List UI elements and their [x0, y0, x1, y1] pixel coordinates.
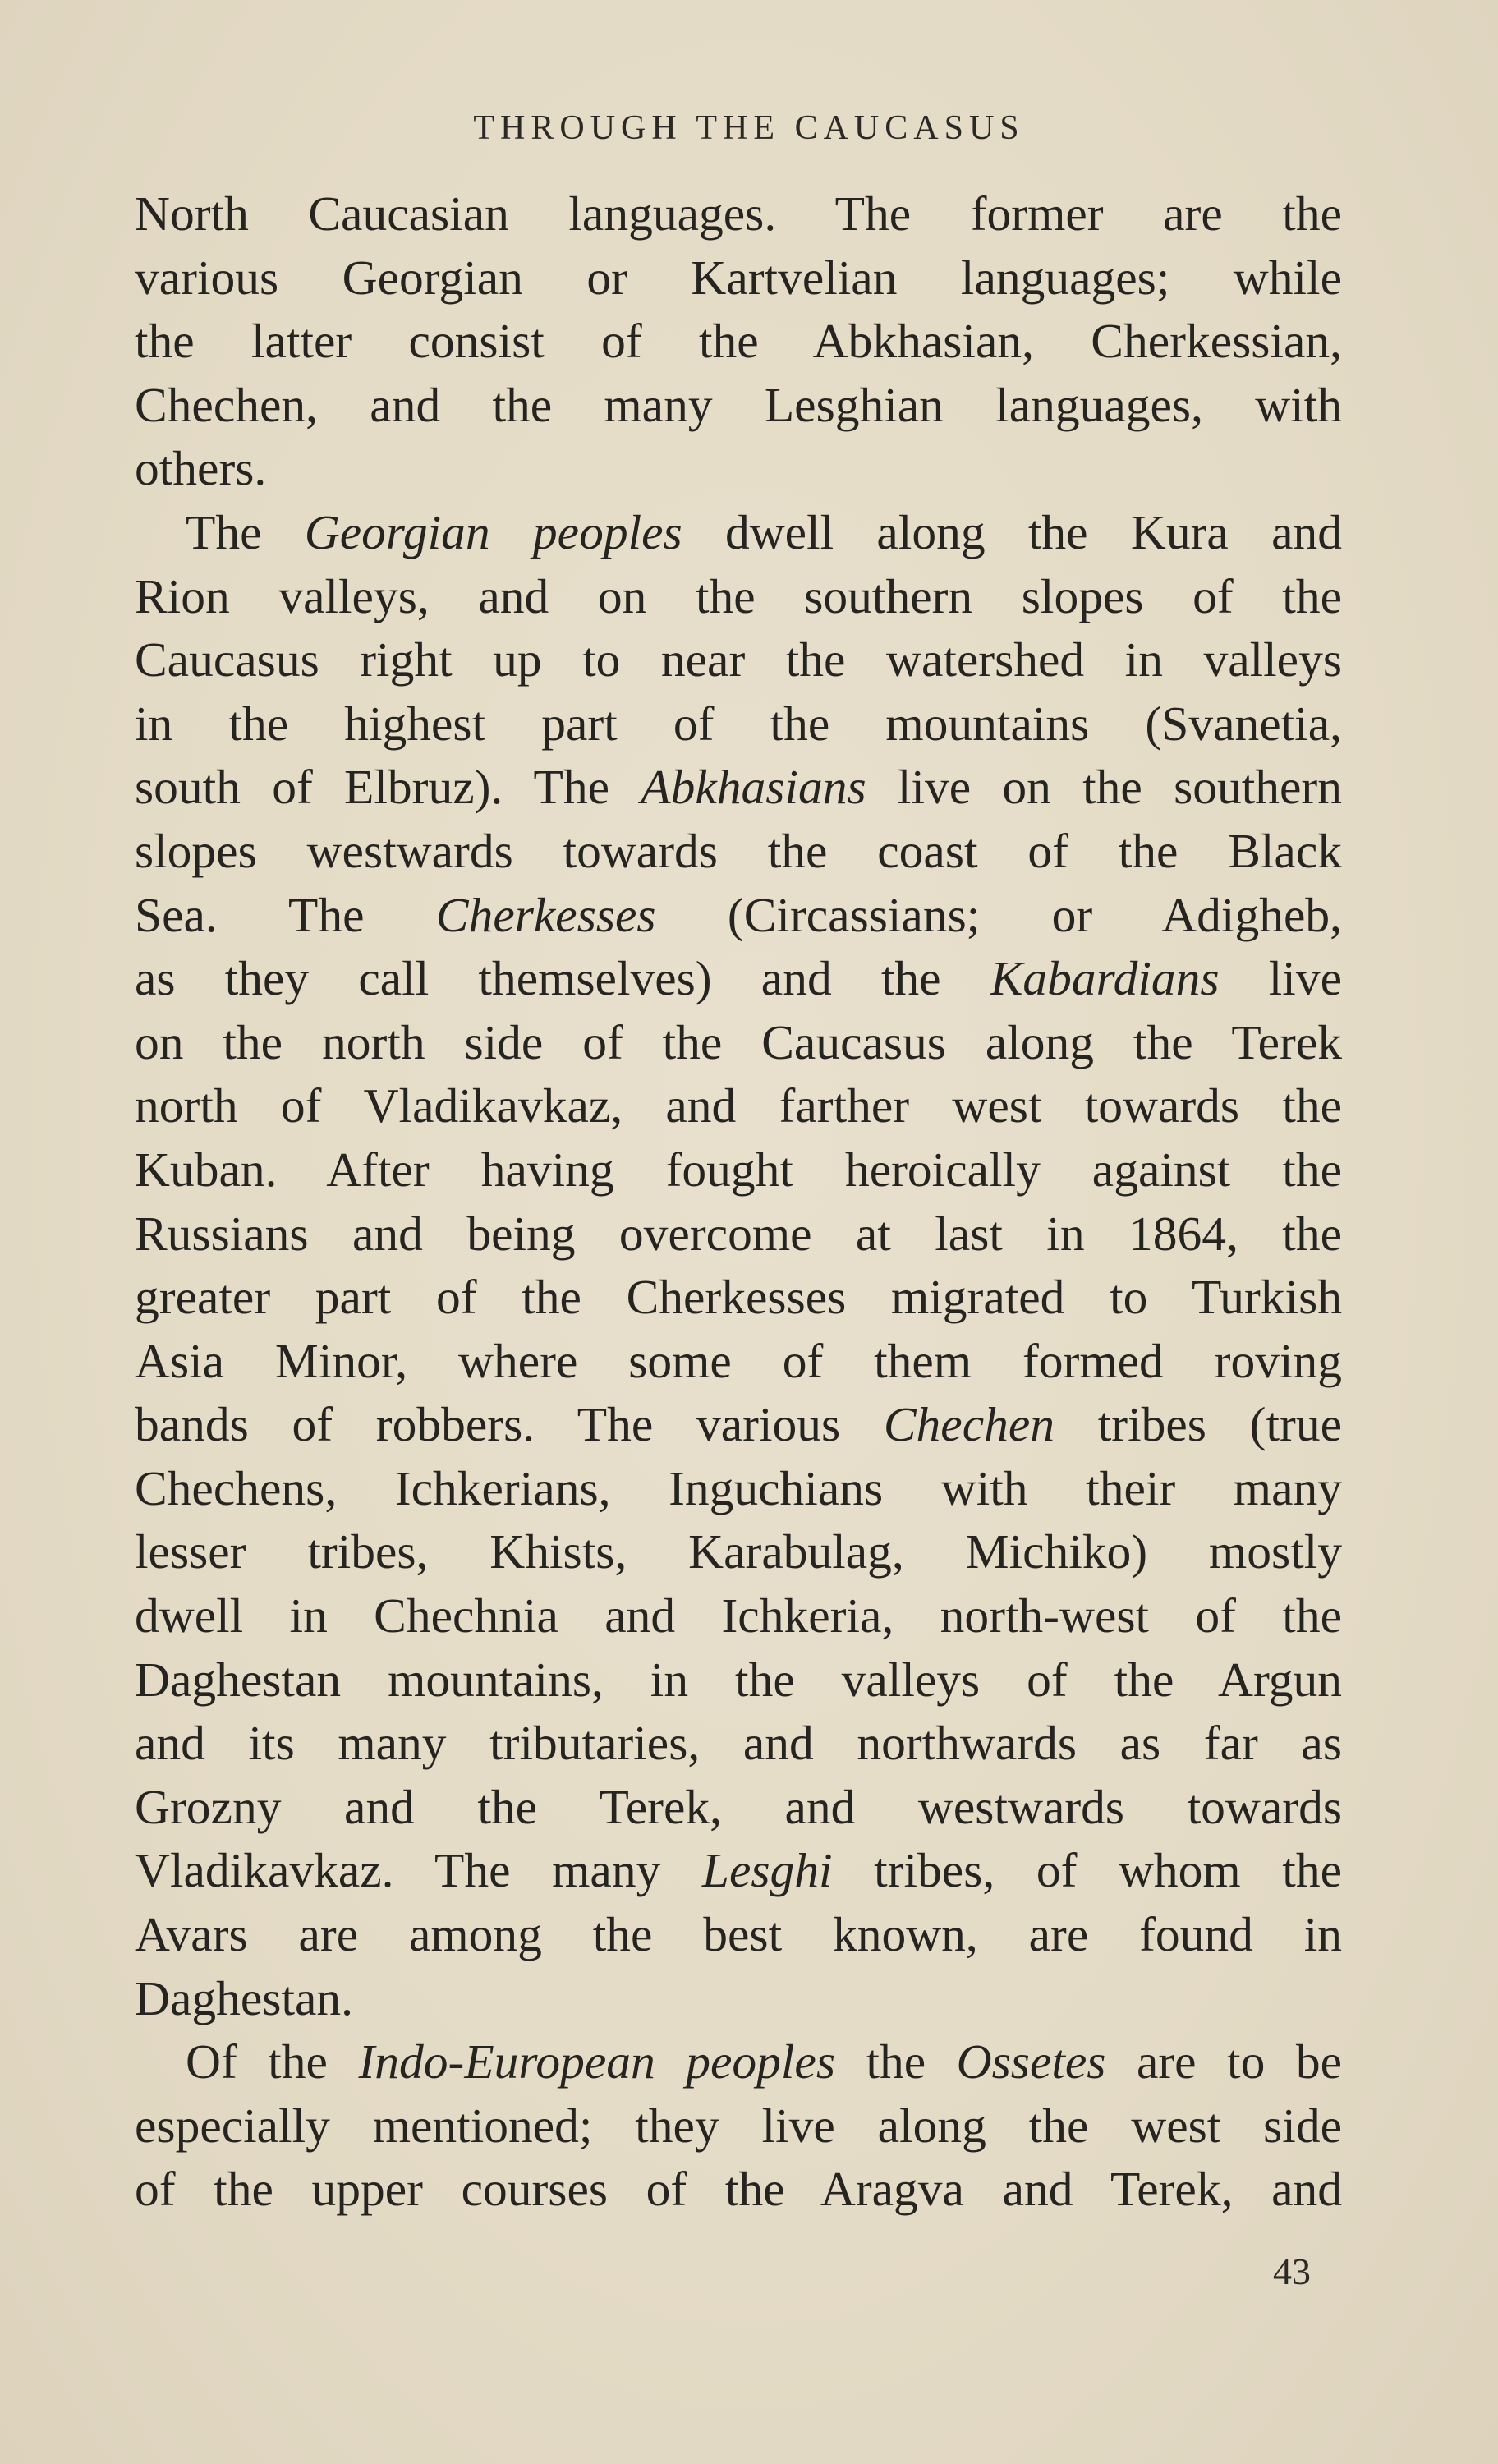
- running-head: THROUGH THE CAUCASUS: [473, 109, 1025, 147]
- text-line: [135, 1712, 1342, 1776]
- page-number: 43: [1273, 2250, 1311, 2292]
- text-line: [135, 820, 1342, 884]
- text-run: and its many tributaries, and northwards as far as: [135, 1716, 1342, 1771]
- text-run: the latter consist of the Abkhasian, Cherkessian,: [135, 314, 1342, 369]
- text-run: Russians and being overcome at last in 1864, the: [135, 1206, 1342, 1261]
- text-line: [135, 1584, 1342, 1648]
- text-line: [135, 182, 1342, 246]
- text-line: [135, 1393, 1342, 1457]
- italic-term: Abkhasians: [641, 760, 866, 815]
- text-run: Daghestan.: [135, 1970, 354, 2025]
- text-run: on the north side of the Caucasus along the Terek: [135, 1014, 1342, 1069]
- text-run: North Caucasian languages. The former are the: [135, 186, 1342, 241]
- text-run: especially mentioned; they live along the west side: [135, 2098, 1342, 2153]
- text-run: tribes, of whom the: [832, 1843, 1342, 1898]
- text-run: live: [1219, 951, 1342, 1006]
- text-run: live on the southern: [866, 760, 1342, 815]
- text-run: dwell along the Kura and: [682, 504, 1342, 559]
- text-line: [135, 2030, 1342, 2094]
- text-line: [135, 628, 1342, 692]
- text-run: various Georgian or Kartvelian languages; while: [135, 250, 1342, 305]
- text-line: [135, 2094, 1342, 2158]
- text-run: Grozny and the Terek, and westwards towards: [135, 1779, 1342, 1834]
- text-run: Asia Minor, where some of them formed roving: [135, 1333, 1342, 1388]
- text-run: (Circassians; or Adigheb,: [655, 887, 1343, 942]
- text-line: [135, 1776, 1342, 1840]
- text-line: [135, 565, 1342, 629]
- text-run: are to be: [1105, 2034, 1342, 2089]
- italic-term: Cherkesses: [435, 887, 656, 942]
- text-run: Avars are among the best known, are found in: [135, 1907, 1342, 1962]
- text-line: [135, 947, 1342, 1011]
- text-line: [135, 756, 1342, 820]
- text-line: [135, 1202, 1342, 1266]
- text-line: [135, 1138, 1342, 1202]
- italic-term: Ossetes: [956, 2034, 1106, 2089]
- text-run: as they call themselves) and the: [135, 951, 990, 1006]
- text-line: [135, 1457, 1342, 1521]
- text-line: [135, 1266, 1342, 1330]
- text-run: greater part of the Cherkesses migrated to Turkish: [135, 1270, 1342, 1325]
- text-line: [135, 374, 1342, 438]
- text-line: [135, 1967, 1342, 2031]
- text-run: Rion valleys, and on the southern slopes of the: [135, 568, 1342, 623]
- text-run: Daghestan mountains, in the valleys of the Argun: [135, 1652, 1342, 1707]
- text-line: [135, 1330, 1342, 1394]
- text-run: others.: [135, 441, 267, 496]
- text-line: [135, 437, 1342, 501]
- text-run: Chechen, and the many Lesghian languages, with: [135, 377, 1342, 432]
- text-line: [135, 246, 1342, 310]
- text-line: [135, 310, 1342, 374]
- text-line: [135, 692, 1342, 756]
- text-line: [135, 1903, 1342, 1967]
- body-text: [135, 182, 1342, 2222]
- text-run: bands of robbers. The various: [135, 1397, 884, 1452]
- text-line: [135, 1074, 1342, 1138]
- text-run: slopes westwards towards the coast of the Black: [135, 823, 1342, 878]
- text-run: in the highest part of the mountains (Svanetia,: [135, 696, 1342, 751]
- text-line: [135, 1839, 1342, 1903]
- text-run: dwell in Chechnia and Ichkeria, north-west of the: [135, 1588, 1342, 1643]
- text-run: Sea. The: [135, 887, 436, 942]
- text-line: [135, 884, 1342, 948]
- text-run: Kuban. After having fought heroically against the: [135, 1142, 1342, 1197]
- text-line: [135, 2158, 1342, 2222]
- text-line: [135, 1520, 1342, 1584]
- text-run: Caucasus right up to near the watershed in valleys: [135, 632, 1342, 687]
- text-run: lesser tribes, Khists, Karabulag, Michiko) mostly: [135, 1524, 1342, 1579]
- text-run: Of the: [186, 2034, 359, 2089]
- text-line: [135, 1011, 1342, 1075]
- text-run: south of Elbruz). The: [135, 760, 641, 815]
- italic-term: Chechen: [883, 1397, 1055, 1452]
- italic-term: Indo-European peoples: [358, 2034, 836, 2089]
- italic-term: Georgian peoples: [304, 504, 682, 559]
- text-run: The: [186, 504, 305, 559]
- text-run: Chechens, Ichkerians, Inguchians with their many: [135, 1460, 1342, 1515]
- text-run: of the upper courses of the Aragva and Terek, and: [135, 2162, 1342, 2217]
- text-run: Vladikavkaz. The many: [135, 1843, 702, 1898]
- text-line: [135, 1648, 1342, 1712]
- text-run: the: [835, 2034, 957, 2089]
- text-run: tribes (true: [1055, 1397, 1342, 1452]
- text-line: [135, 501, 1342, 565]
- italic-term: Kabardians: [990, 951, 1220, 1006]
- italic-term: Lesghi: [701, 1843, 833, 1898]
- text-run: north of Vladikavkaz, and farther west towards the: [135, 1078, 1342, 1133]
